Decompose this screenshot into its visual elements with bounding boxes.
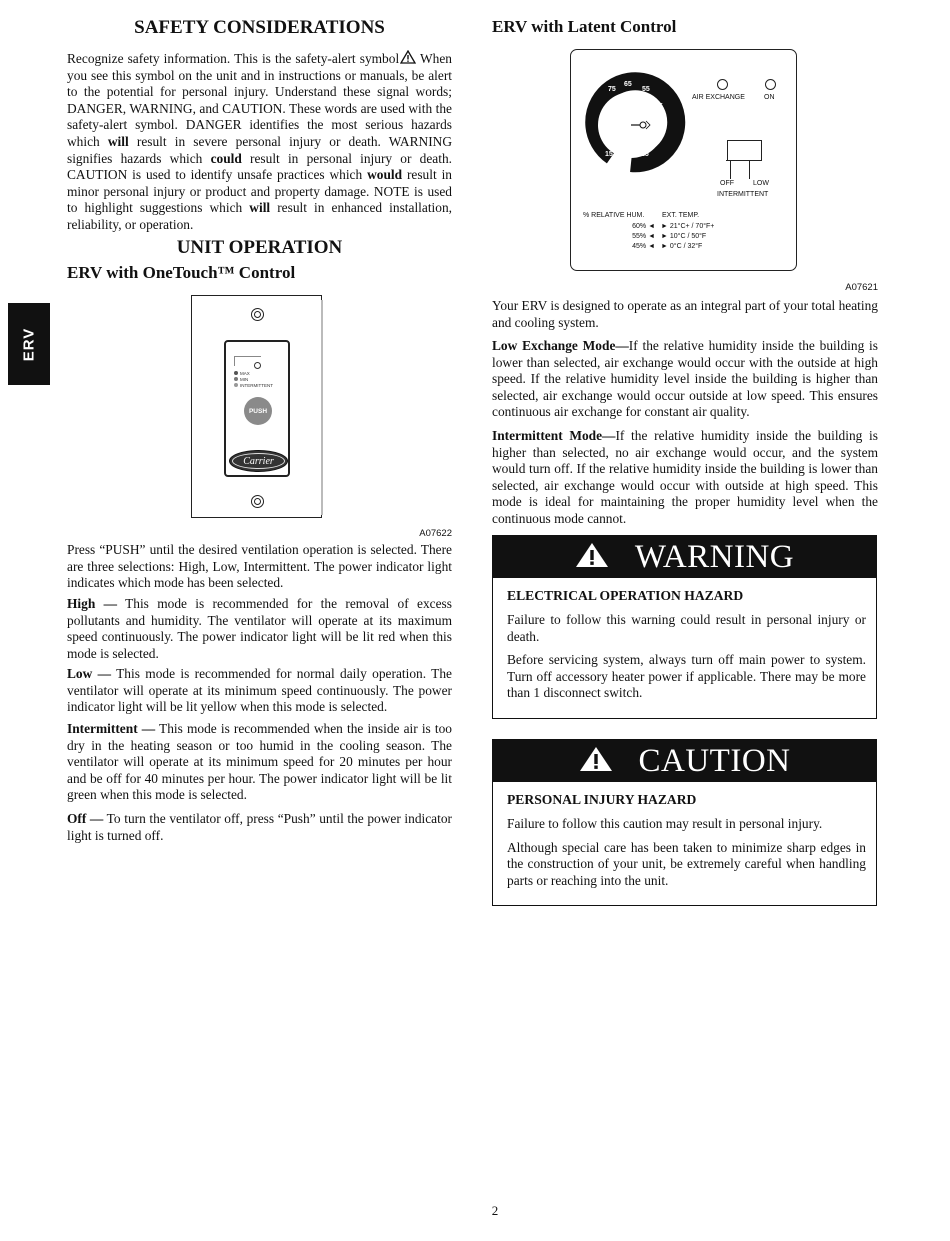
intermittent-switch-label: INTERMITTENT (717, 191, 769, 198)
off-mode-text: To turn the ventilator off, press “Push” until the power indicator light is turned off. (67, 811, 452, 843)
off-mode-paragraph (67, 811, 452, 844)
intermittent-mode-paragraph (67, 721, 452, 804)
warning-paragraph-1: Failure to follow this warning could result in personal injury or death. (507, 612, 866, 644)
intermittent-latent-paragraph (492, 428, 878, 528)
latent-intro-paragraph: Your ERV is designed to operate as an integral part of your total heating and cooling system. (492, 298, 878, 330)
temperature-row-0: ► 21°C+ / 70°F+ (661, 223, 715, 230)
relative-hum-header: % RELATIVE HUM. (583, 212, 645, 219)
page-number: 2 (491, 1203, 499, 1218)
intermittent-mode-label: Intermittent — (67, 721, 156, 736)
low-mode-paragraph (67, 666, 452, 716)
safety-will-1: will (107, 133, 129, 149)
safety-text-f: result in enhanced installation, reliability, or operation. (67, 200, 453, 232)
side-tab (8, 303, 50, 385)
off-switch-label: OFF (720, 180, 734, 187)
safety-text-a: Recognize safety information. This is the safety-alert symbol (67, 51, 400, 66)
warning-hazard: ELECTRICAL OPERATION HAZARD (507, 588, 744, 603)
intermittent-latent-label: Intermittent Mode— (492, 428, 616, 443)
mode-labels (234, 371, 273, 389)
low-switch-label: LOW (753, 180, 769, 187)
latent-heading: ERV with Latent Control (492, 17, 677, 36)
air-exchange-label: AIR EXCHANGE (692, 94, 745, 101)
mode-max-label: MAX (240, 371, 250, 376)
mode-min-label: MIN (240, 377, 249, 382)
low-mode-text: This mode is recommended for normal daily operation. The ventilator will operate at its minimum speed continuously. The power indicator light will be lit yellow when this mode is selected. (67, 666, 452, 715)
warning-header (493, 536, 876, 578)
safety-text-d: result in personal injury or death. CAUTION is used to identify unsafe practices which (67, 150, 452, 183)
figure-id-a07621: A07621 (845, 282, 878, 293)
humidity-dial (594, 81, 702, 198)
caution-hazard: PERSONAL INJURY HAZARD (507, 792, 697, 807)
caution-paragraph-2: Although special care has been taken to minimize sharp edges in the construction of your unit, be extremely careful when handling parts or reaching into the unit. (507, 839, 866, 888)
humidity-row-0: 60% ◄ (632, 223, 655, 230)
safety-could: could (210, 150, 242, 166)
safety-would: would (367, 167, 403, 183)
screw-top-icon (251, 308, 264, 321)
switch-line-left (730, 160, 731, 179)
dial-number-25: 25 (641, 151, 649, 158)
high-mode-paragraph (67, 596, 452, 662)
dial-number-75: 75 (608, 86, 616, 93)
caution-header (493, 740, 876, 782)
safety-will-2: will (249, 200, 271, 216)
low-mode-label: Low — (67, 666, 112, 681)
warning-paragraph-2: Before servicing system, always turn off main power to system. Turn off accessory heater power if applicable. There may be more than 1 disconnect switch. (507, 652, 866, 701)
air-exchange-light-icon (717, 79, 728, 90)
low-exchange-text: If the relative humidity inside the building is lower than selected, air exchange would occur with the outside at high speed. If the relative humidity level inside the building is higher than selected, air exchange would occur outside at low speed. This ensures continuous air exchange for constant air quality. (492, 338, 878, 420)
dial-number-55: 55 (642, 86, 650, 93)
humidity-row-2: 45% ◄ (632, 243, 655, 250)
dial-number-15: 15 (605, 151, 613, 158)
warning-title: WARNING (634, 538, 795, 575)
safety-text-b: When you see this symbol on the unit and in instructions or manuals, be alert to the potential for personal injury. Understand these signal words; DANGER, WARNING, and CAUTION. These words are used with the safety-alert symbol. DANGER identifies the most serious hazards which (67, 51, 452, 149)
caution-paragraph-1: Failure to follow this caution may result in personal injury. (507, 816, 823, 831)
high-mode-label: High — (67, 596, 117, 611)
carrier-logo-text: Carrier (232, 453, 285, 469)
switch-line-right (749, 160, 750, 179)
mode-intermittent-label: INTERMITTENT (240, 383, 273, 388)
screw-bottom-icon (251, 495, 264, 508)
temperature-row-1: ► 10°C / 50°F (661, 233, 707, 240)
onetouch-control-figure (191, 295, 322, 518)
warning-box (492, 535, 877, 719)
high-mode-text: This mode is recommended for the removal of excess pollutants and humidity. The ventilator will operate at its maximum speed continuously. The power indicator light will be lit red when this mode is selected. (67, 596, 452, 661)
safety-heading: SAFETY CONSIDERATIONS (134, 17, 385, 38)
mode-switch[interactable] (727, 140, 762, 161)
warning-alert-icon (575, 542, 609, 573)
caution-alert-icon (579, 746, 613, 777)
caution-box (492, 739, 877, 906)
unit-operation-heading: UNIT OPERATION (176, 237, 343, 258)
side-tab-label: ERV (20, 327, 38, 361)
figure-id-a07622: A07622 (419, 528, 452, 539)
onetouch-heading: ERV with OneTouch™ Control (67, 263, 296, 282)
safety-paragraph (67, 50, 452, 234)
carrier-logo (229, 450, 288, 472)
temperature-column (661, 222, 714, 252)
off-mode-label: Off — (67, 811, 104, 826)
switch-tick-left (726, 160, 735, 161)
dial-number-45: 45 (655, 103, 663, 110)
humidity-row-1: 55% ◄ (632, 233, 655, 240)
safety-text-e: result in minor personal injury or product and property damage. NOTE is used to highlight suggestions which (67, 167, 452, 216)
low-exchange-paragraph (492, 338, 878, 421)
safety-alert-icon (399, 51, 416, 66)
intermittent-latent-text: If the relative humidity inside the building is higher than selected, no air exchange would occur, and the system would turn off. If the relative humidity inside the building is lower than selected, air exchange would occur with outside at high speed. This mode is ideal for maintaining the proper humidity level when the continuous mode cannot. (492, 428, 878, 526)
dial-number-65: 65 (624, 81, 632, 88)
latent-control-figure (570, 49, 797, 271)
on-light-icon (765, 79, 776, 90)
temperature-row-2: ► 0°C / 32°F (661, 243, 703, 250)
safety-text-c: result in severe personal injury or death. WARNING signifies hazards which (67, 133, 452, 166)
on-label: ON (764, 94, 775, 101)
humidity-column (627, 222, 655, 252)
push-button[interactable]: PUSH (244, 397, 272, 425)
intermittent-mode-text: This mode is recommended when the inside air is too dry in the heating season or too humid in the cooling season. The ventilator will operate at its minimum speed for 20 minutes per hour and be off for 40 minutes per hour. The power indicator light will be lit green when this mode is selected. (67, 721, 452, 803)
caution-title: CAUTION (638, 742, 791, 779)
ext-temp-header: EXT. TEMP. (662, 212, 700, 219)
low-exchange-label: Low Exchange Mode— (492, 338, 629, 353)
indicator-line (234, 356, 261, 366)
press-push-paragraph: Press “PUSH” until the desired ventilation operation is selected. There are three selections: High, Low, Intermittent. The power indicator light indicates which mode has been selected. (67, 542, 452, 591)
figure-shadow (321, 300, 323, 515)
dial-number-35: 35 (657, 129, 665, 136)
control-panel (224, 340, 290, 477)
